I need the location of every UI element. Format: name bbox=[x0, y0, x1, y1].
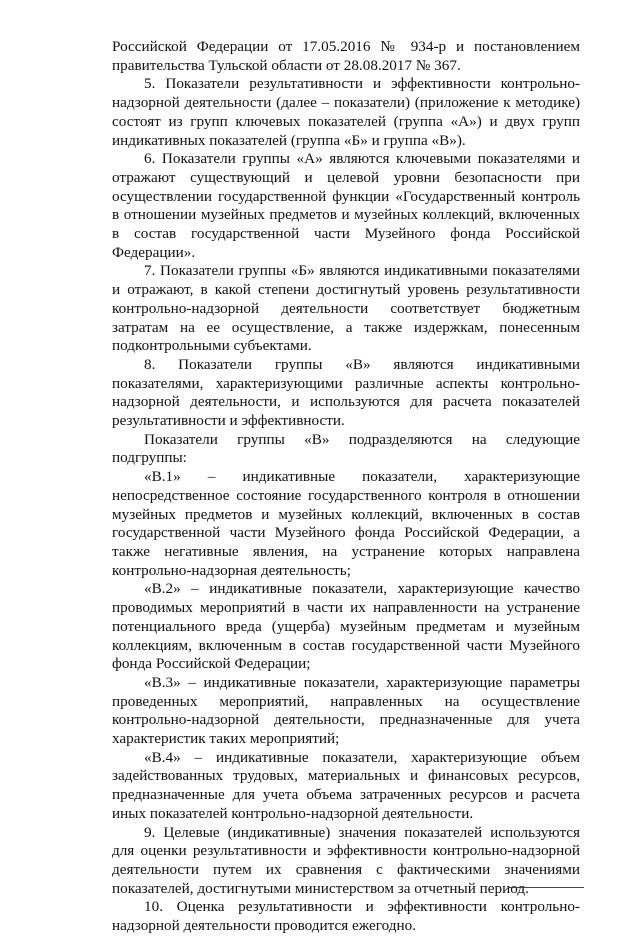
paragraph-subgroup-v2: «В.2» – индикативные показатели, характеризующие качество проводимых мероприятий в части их направленности на устранение потенциального вреда (ущерба) музейным предметам и музейным коллекциям, включенным в состав государственной части Музейного фонда Российской Федерации; bbox=[112, 580, 580, 673]
paragraph-10: 10. Оценка результативности и эффективности контрольно-надзорной деятельности проводится ежегодно. bbox=[112, 898, 580, 935]
paragraph-continuation: Российской Федерации от 17.05.2016 № 934-р и постановлением правительства Тульской области от 28.08.2017 № 367. bbox=[112, 38, 580, 74]
paragraph-7: 7. Показатели группы «Б» являются индикативными показателями и отражают, в какой степени достигнутый уровень результативности контрольно-надзорной деятельности соответствует бюджетным затратам на ее осуществление, а также издержкам, понесенным подконтрольными субъектами. bbox=[112, 262, 580, 355]
paragraph-5: 5. Показатели результативности и эффективности контрольно-надзорной деятельности (далее – показатели) (приложение к методике) состоят из групп ключевых показателей (группа «А») и двух групп индикативных показателей (группа «Б» и группа «В»). bbox=[112, 75, 580, 149]
document-body bbox=[112, 38, 580, 936]
paragraph-9: 9. Целевые (индикативные) значения показателей используются для оценки результативности и эффективности контрольно-надзорной деятельности путем их сравнения с фактическими значениями показателей, достигнутыми министерством за отчетный период. bbox=[112, 823, 580, 897]
paragraph-6: 6. Показатели группы «А» являются ключевыми показателями и отражают существующий и целевой уровни безопасности при осуществлении государственной функции «Государственный контроль в отношении музейных предметов и музейных коллекций, включенных в состав государственной части Музейного фонда Российской Федерации». bbox=[112, 150, 580, 261]
footer-divider bbox=[508, 887, 584, 888]
paragraph-subgroup-v1: «В.1» – индикативные показатели, характеризующие непосредственное состояние государственного контроля в отношении музейных предметов и музейных коллекций, включенных в состав государственной части Музейного фонда Российской Федерации, а также негативные явления, на устранение которых направлена контрольно-надзорная деятельность; bbox=[112, 468, 580, 579]
paragraph-subgroups-intro: Показатели группы «В» подразделяются на следующие подгруппы: bbox=[112, 430, 580, 467]
paragraph-subgroup-v4: «В.4» – индикативные показатели, характеризующие объем задействованных трудовых, материальных и финансовых ресурсов, предназначенные для учета объема затраченных ресурсов и расчета иных показателей контрольно-надзорной деятельности. bbox=[112, 748, 580, 822]
paragraph-subgroup-v3: «В.3» – индикативные показатели, характеризующие параметры проведенных мероприятий, направленных на осуществление контрольно-надзорной деятельности, предназначенные для учета характеристик таких мероприятий; bbox=[112, 673, 580, 748]
paragraph-8: 8. Показатели группы «В» являются индикативными показателями, характеризующими различные аспекты контрольно-надзорной деятельности, и используются для расчета показателей результативности и эффективности. bbox=[112, 355, 580, 430]
